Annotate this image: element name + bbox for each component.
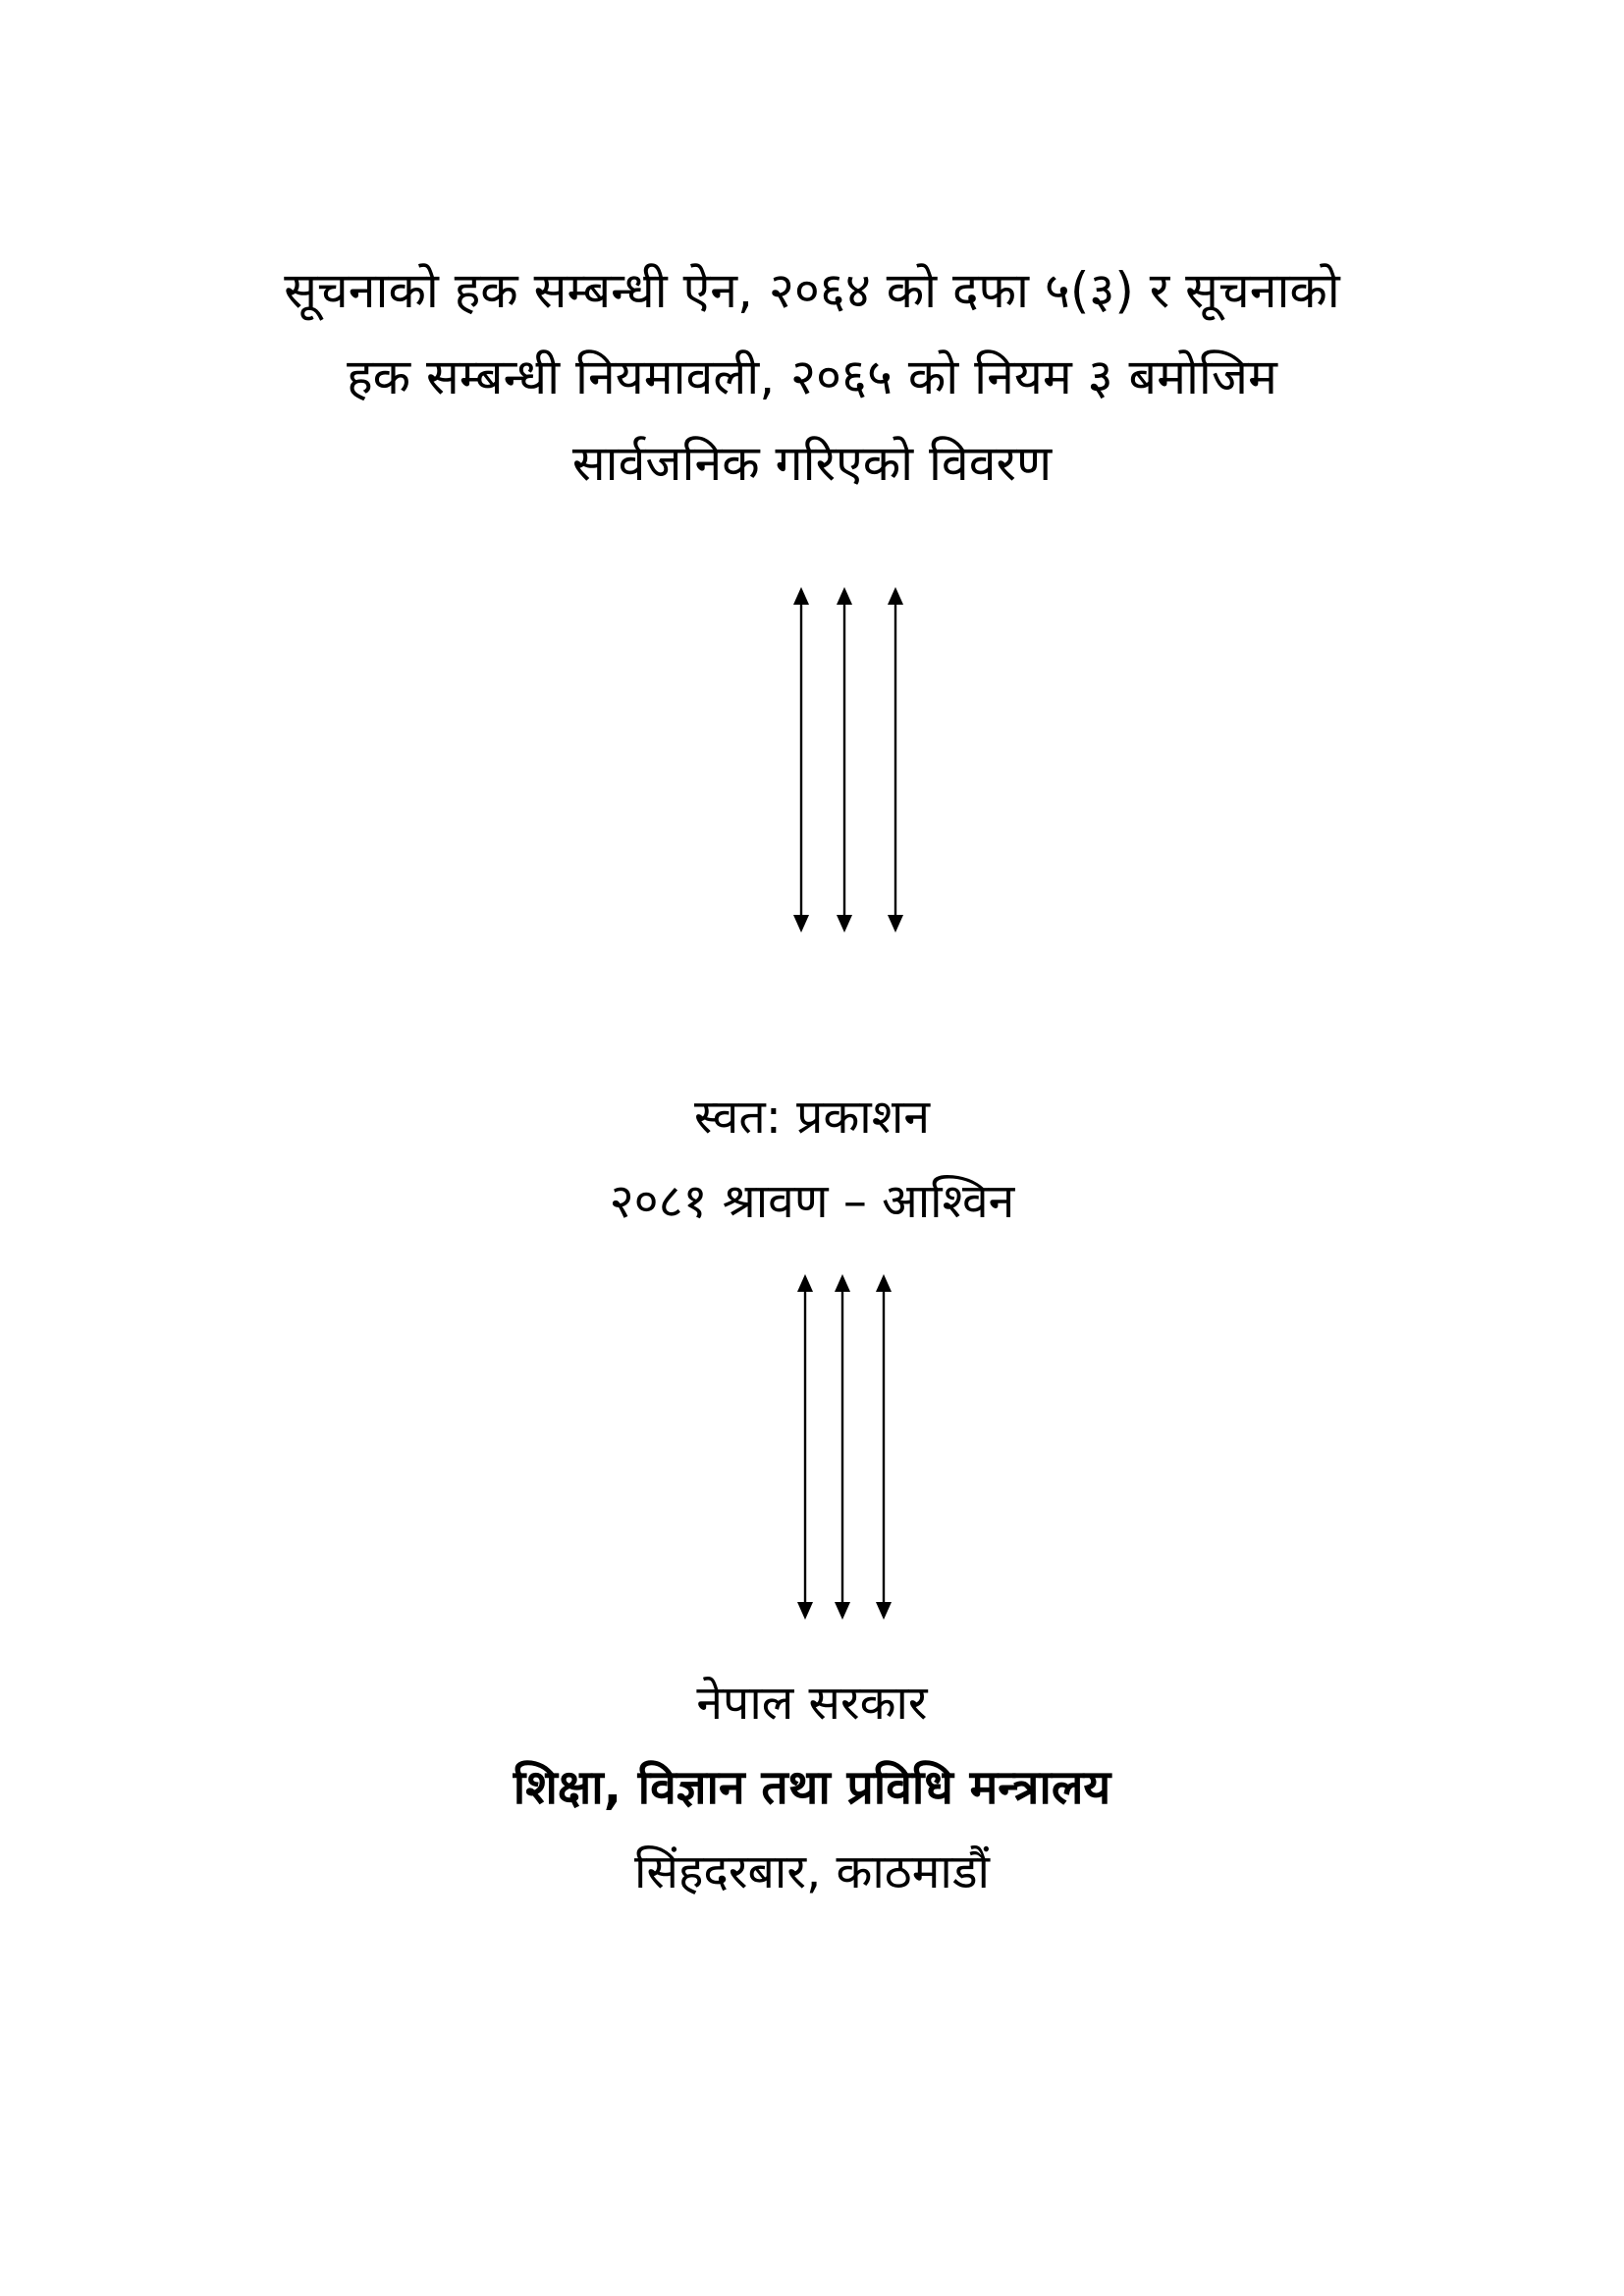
organization-block — [0, 1661, 1624, 1914]
ministry-address: सिंहदरबार, काठमाडौं — [634, 1844, 990, 1899]
title-line-3: सार्वजनिक गरिएको विवरण — [571, 435, 1053, 492]
publication-block — [0, 1075, 1624, 1244]
document-title — [0, 247, 1624, 507]
top-arrow-group — [776, 587, 913, 933]
title-line-2: हक सम्बन्धी नियमावली, २०६५ को नियम ३ बमोजिम — [347, 348, 1277, 405]
government-name: नेपाल सरकार — [696, 1676, 928, 1731]
double-arrow-icon — [888, 587, 903, 933]
bottom-arrow-group — [785, 1274, 903, 1620]
double-arrow-icon — [835, 1274, 850, 1620]
title-line-1: सूचनाको हक सम्बन्धी ऐन, २०६४ को दफा ५(३) र सूचनाको — [284, 262, 1340, 319]
publication-period: २०८१ श्रावण – आश्विन — [609, 1174, 1015, 1229]
double-arrow-icon — [797, 1274, 813, 1620]
ministry-name: शिक्षा, विज्ञान तथा प्रविधि मन्त्रालय — [513, 1760, 1111, 1815]
double-arrow-icon — [793, 587, 809, 933]
double-arrow-icon — [837, 587, 852, 933]
publication-type: स्वत: प्रकाशन — [693, 1090, 931, 1145]
double-arrow-icon — [876, 1274, 892, 1620]
